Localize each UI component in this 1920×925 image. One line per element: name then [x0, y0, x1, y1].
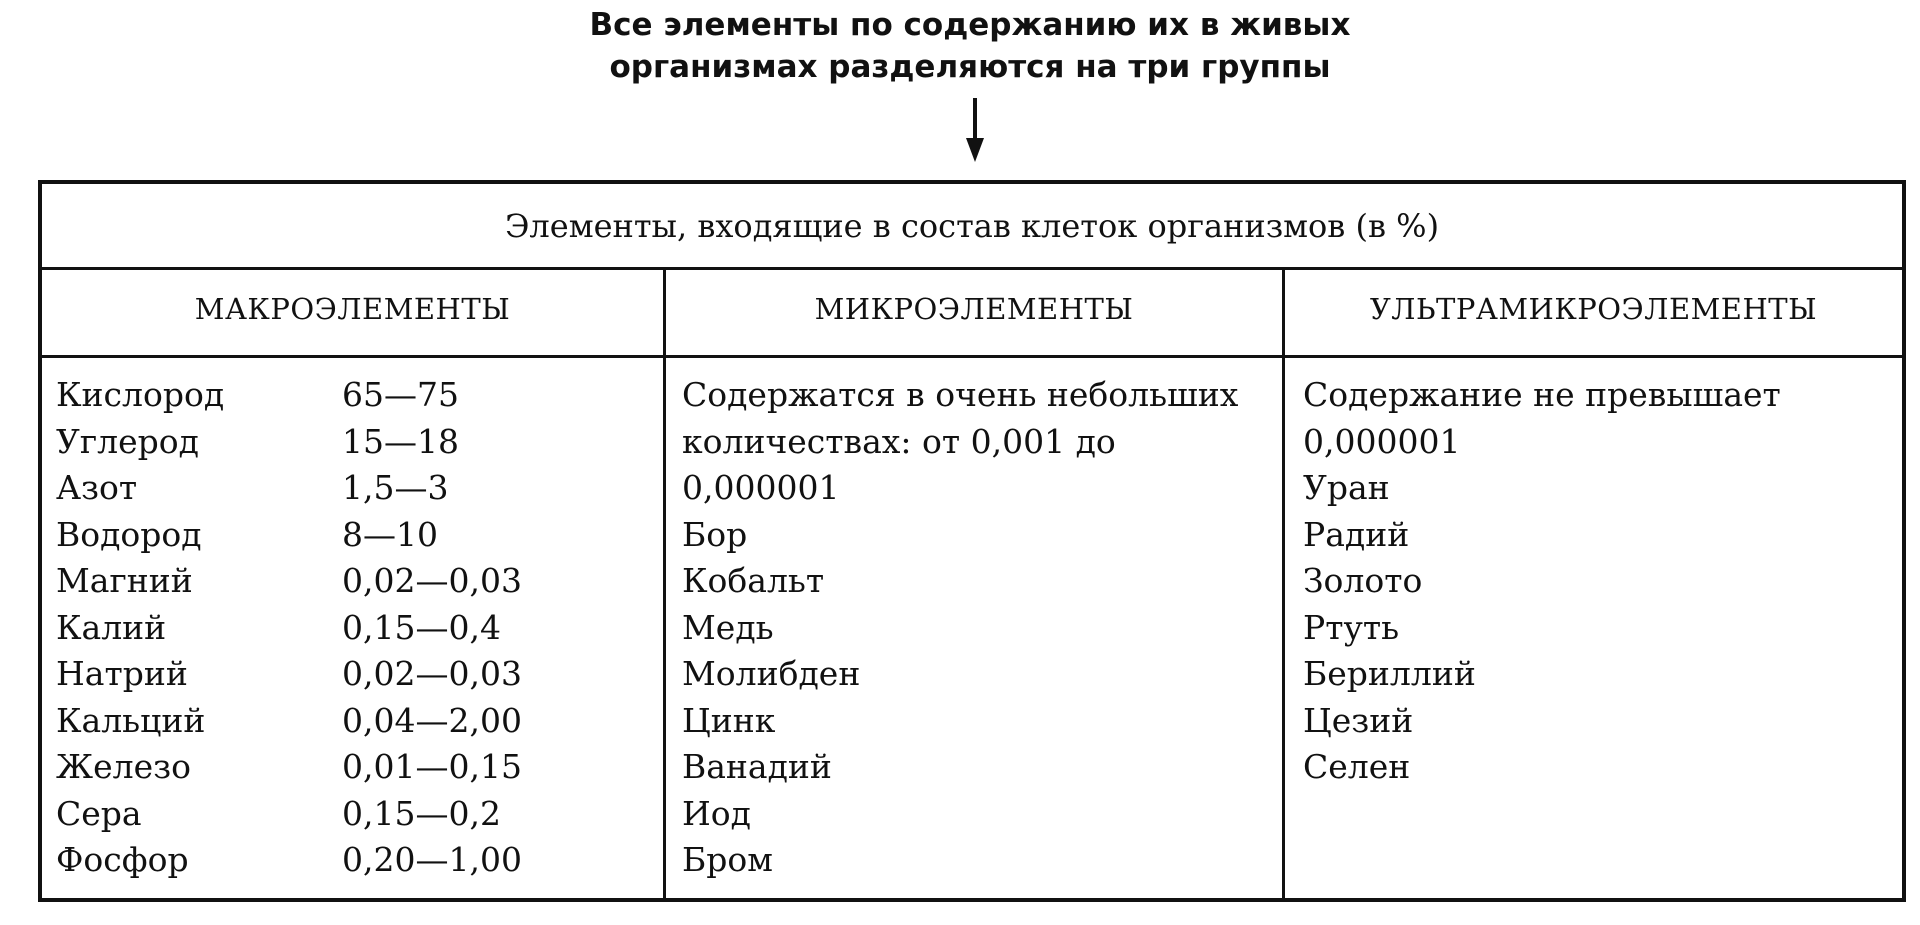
element-percentage: 0,04—2,00: [342, 700, 522, 740]
macro-list: [42, 358, 666, 898]
element-percentage: 0,20—1,00: [342, 840, 522, 879]
element-percentage: 0,15—0,2: [342, 793, 501, 833]
element-percentage: 0,02—0,03: [342, 561, 522, 600]
element-percentage: 0,02—0,03: [342, 654, 522, 693]
column-header-micro: МИКРОЭЛЕМЕНТЫ: [666, 270, 1285, 358]
table-row: [42, 791, 663, 838]
table-row: [42, 465, 663, 512]
element-name: Натрий: [56, 654, 188, 693]
list-item: Цезий: [1303, 700, 1414, 740]
heading-line-1: Все элементы по содержанию их в живых: [589, 7, 1351, 43]
table-row: [42, 605, 663, 652]
micro-column: [666, 358, 1285, 898]
table-row: [42, 558, 663, 605]
element-name: Калий: [56, 607, 167, 647]
table-row: [42, 837, 663, 884]
element-name: Железо: [56, 747, 191, 786]
list-item: Бериллий: [1303, 654, 1476, 693]
element-name: Сера: [56, 793, 142, 833]
micro-list: [666, 372, 1282, 884]
list-item: Медь: [682, 607, 774, 647]
heading-line-2: организмах разделяются на три группы: [609, 49, 1331, 85]
table-title: Элементы, входящие в состав клеток организмов (в %): [42, 184, 1902, 270]
description-line: Содержатся в очень небольших: [682, 375, 1239, 414]
list-item: Уран: [1303, 468, 1390, 507]
element-name: Магний: [56, 561, 193, 600]
element-name: Кислород: [56, 375, 225, 414]
list-item: Ванадий: [682, 747, 832, 786]
table-row: [42, 512, 663, 559]
element-percentage: 0,01—0,15: [342, 747, 522, 786]
list-item: Иод: [682, 793, 751, 833]
element-name: Водород: [56, 514, 202, 554]
column-header-macro: МАКРОЭЛЕМЕНТЫ: [42, 270, 666, 358]
table-row: [42, 651, 663, 698]
elements-table: [38, 180, 1906, 902]
ultra-list: [1285, 372, 1902, 791]
list-item: Молибден: [682, 654, 861, 693]
list-item: Цинк: [682, 700, 776, 740]
list-item: Бор: [682, 514, 748, 554]
list-item: Селен: [1303, 747, 1411, 786]
element-name: Углерод: [56, 421, 199, 461]
element-percentage: 0,15—0,4: [342, 607, 501, 647]
element-percentage: 8—10: [342, 514, 438, 554]
table-row: [42, 698, 663, 745]
element-percentage: 65—75: [342, 375, 459, 414]
down-arrow-icon: [960, 98, 990, 164]
column-header-ultra: УЛЬТРАМИКРОЭЛЕМЕНТЫ: [1285, 270, 1902, 358]
list-item: Бром: [682, 840, 773, 879]
description-line: количествах: от 0,001 до: [682, 421, 1116, 461]
list-item: Золото: [1303, 561, 1423, 600]
table-row: [42, 419, 663, 466]
description-line: Содержание не превышает: [1303, 375, 1781, 414]
element-percentage: 1,5—3: [342, 468, 449, 507]
list-item: Кобальт: [682, 561, 825, 600]
element-name: Кальций: [56, 700, 206, 740]
description-line: 0,000001: [682, 468, 840, 507]
element-name: Азот: [56, 468, 138, 507]
list-item: Ртуть: [1303, 607, 1400, 647]
element-name: Фосфор: [56, 840, 189, 879]
list-item: Радий: [1303, 514, 1410, 554]
ultra-column: [1285, 358, 1902, 898]
description-line: 0,000001: [1303, 421, 1461, 461]
table-row: [42, 372, 663, 419]
heading: [0, 4, 1920, 88]
table-row: [42, 744, 663, 791]
element-percentage: 15—18: [342, 421, 459, 461]
